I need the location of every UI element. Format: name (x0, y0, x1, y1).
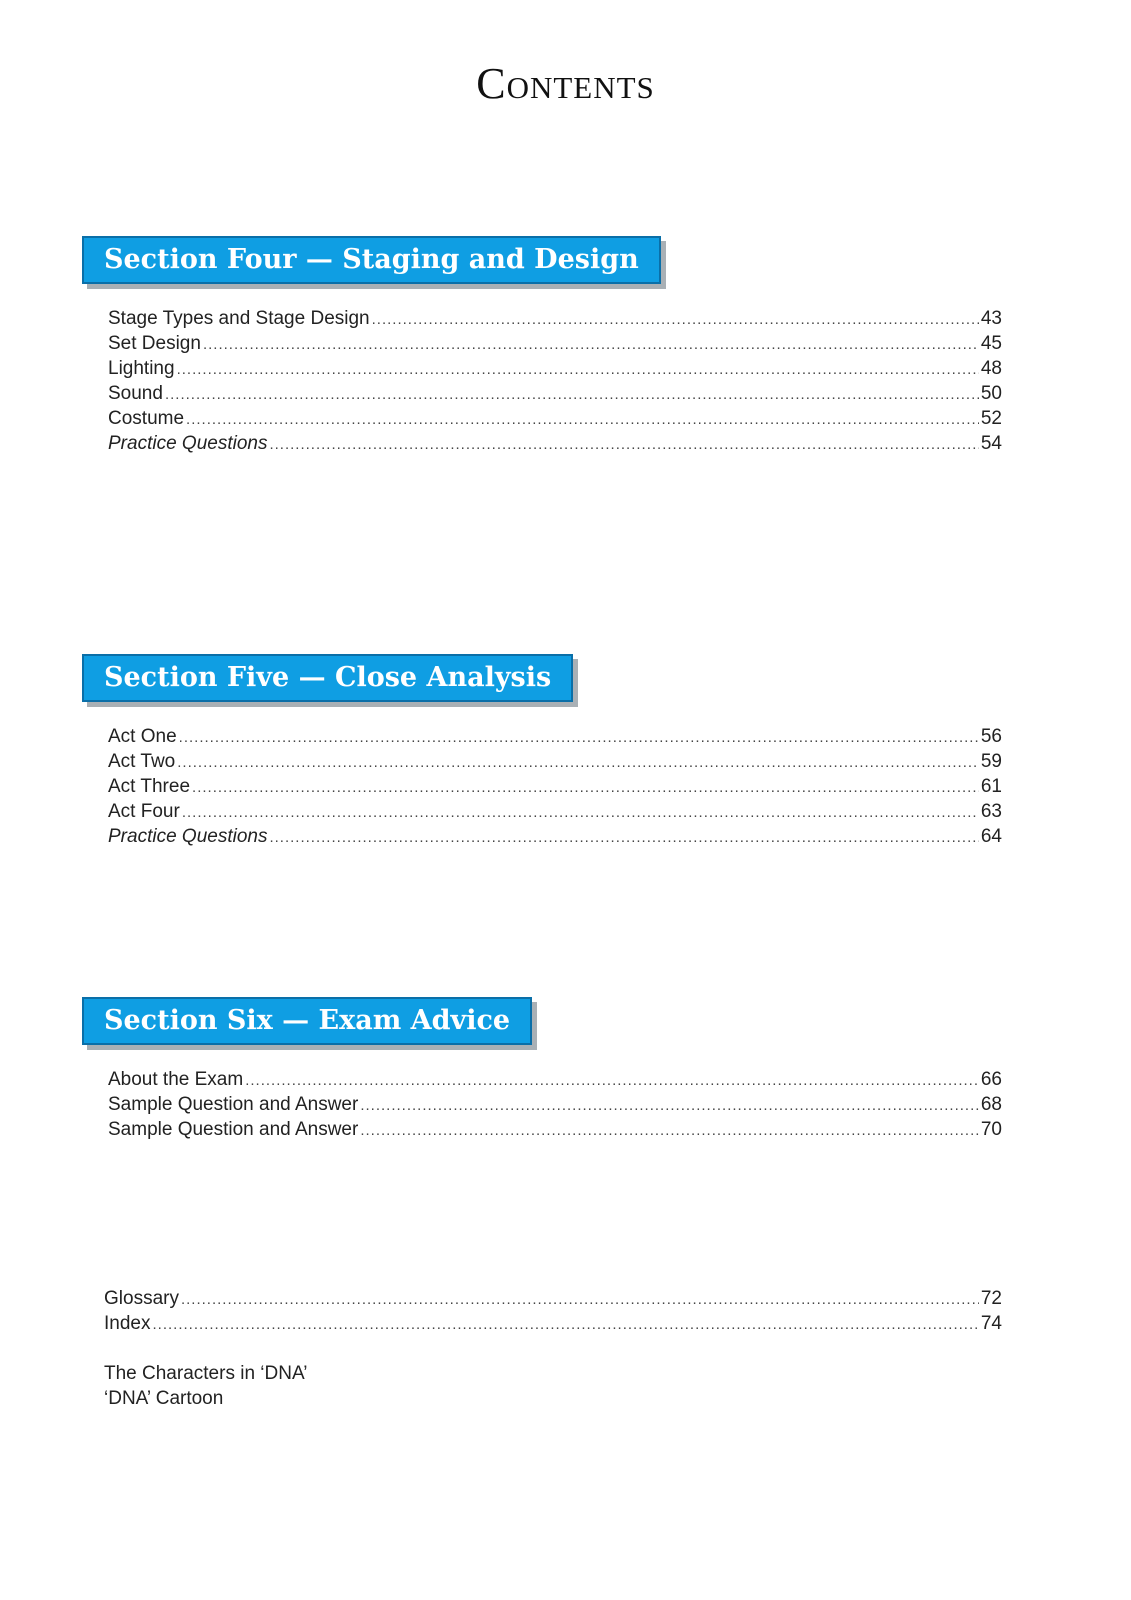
toc-entry-page: 59 (980, 751, 1002, 772)
toc-entry-page: 52 (980, 408, 1002, 429)
toc-entry-page: 50 (980, 383, 1002, 404)
dot-leader (179, 725, 979, 750)
toc-entry[interactable] (82, 1092, 1002, 1117)
dot-leader (181, 1287, 979, 1312)
extra-cartoon[interactable]: ‘DNA’ Cartoon (104, 1388, 224, 1409)
toc-list (82, 1067, 1002, 1142)
dot-leader (269, 825, 978, 850)
section-header: Section Four — Staging and Design (82, 236, 661, 284)
toc-list (82, 724, 1002, 849)
section-six (82, 997, 1002, 1142)
toc-entry-label: Sound (108, 383, 163, 404)
toc-entry-page: 61 (980, 776, 1002, 797)
toc-entry-page: 54 (980, 433, 1002, 454)
toc-entry-page: 68 (980, 1094, 1002, 1115)
toc-entry-page: 64 (980, 826, 1002, 847)
toc-entry[interactable] (82, 431, 1002, 456)
toc-entry[interactable] (82, 774, 1002, 799)
toc-entry-label: Act Three (108, 776, 191, 797)
dot-leader (192, 775, 979, 800)
toc-entry-label: Sample Question and Answer (108, 1094, 359, 1115)
toc-entry[interactable] (82, 799, 1002, 824)
toc-entry-page: 48 (980, 358, 1002, 379)
toc-entry[interactable] (82, 1067, 1002, 1092)
dot-leader (165, 382, 979, 407)
toc-entry-label: Act Two (108, 751, 176, 772)
toc-entry-label: Stage Types and Stage Design (108, 308, 370, 329)
toc-entry-page: 74 (980, 1313, 1002, 1334)
dot-leader (360, 1118, 979, 1143)
toc-list (78, 1286, 1002, 1336)
section-five (82, 654, 1002, 849)
toc-entry[interactable] (82, 306, 1002, 331)
toc-entry-page: 66 (980, 1069, 1002, 1090)
toc-entry-page: 72 (980, 1288, 1002, 1309)
toc-entry-page: 63 (980, 801, 1002, 822)
dot-leader (152, 1312, 978, 1337)
toc-list (82, 306, 1002, 456)
section-header: Section Six — Exam Advice (82, 997, 532, 1045)
toc-entry-page: 43 (980, 308, 1002, 329)
toc-entry[interactable] (82, 749, 1002, 774)
page-title: Contents (476, 59, 655, 108)
toc-entry-label: Costume (108, 408, 185, 429)
toc-entry[interactable] (82, 1117, 1002, 1142)
dot-leader (360, 1093, 979, 1118)
toc-entry[interactable] (82, 406, 1002, 431)
dot-leader (269, 432, 978, 457)
dot-leader (245, 1068, 979, 1093)
dot-leader (182, 800, 979, 825)
dot-leader (186, 407, 979, 432)
toc-entry[interactable] (82, 724, 1002, 749)
toc-entry[interactable] (82, 356, 1002, 381)
section-header: Section Five — Close Analysis (82, 654, 573, 702)
toc-entry-page: 56 (980, 726, 1002, 747)
toc-entry-label: Index (104, 1313, 151, 1334)
toc-entry[interactable] (82, 381, 1002, 406)
toc-entry-label: Glossary (104, 1288, 179, 1309)
toc-entry-label: Practice Questions (108, 433, 268, 454)
dot-leader (372, 307, 979, 332)
toc-entry-page: 45 (980, 333, 1002, 354)
extra-characters[interactable]: The Characters in ‘DNA’ (104, 1363, 308, 1384)
toc-entry-index[interactable] (78, 1311, 1002, 1336)
toc-entry-label: Practice Questions (108, 826, 268, 847)
back-matter (78, 1286, 1002, 1336)
section-four (82, 236, 1002, 456)
toc-entry-glossary[interactable] (78, 1286, 1002, 1311)
toc-entry[interactable] (82, 331, 1002, 356)
dot-leader (177, 750, 979, 775)
toc-entry-label: Lighting (108, 358, 175, 379)
dot-leader (203, 332, 979, 357)
dot-leader (177, 357, 979, 382)
toc-entry-label: Sample Question and Answer (108, 1119, 359, 1140)
toc-entry-label: Act Four (108, 801, 180, 822)
toc-entry-page: 70 (980, 1119, 1002, 1140)
toc-entry-label: Set Design (108, 333, 201, 354)
toc-entry[interactable] (82, 824, 1002, 849)
toc-entry-label: Act One (108, 726, 177, 747)
extras (104, 1361, 307, 1411)
toc-entry-label: About the Exam (108, 1069, 244, 1090)
